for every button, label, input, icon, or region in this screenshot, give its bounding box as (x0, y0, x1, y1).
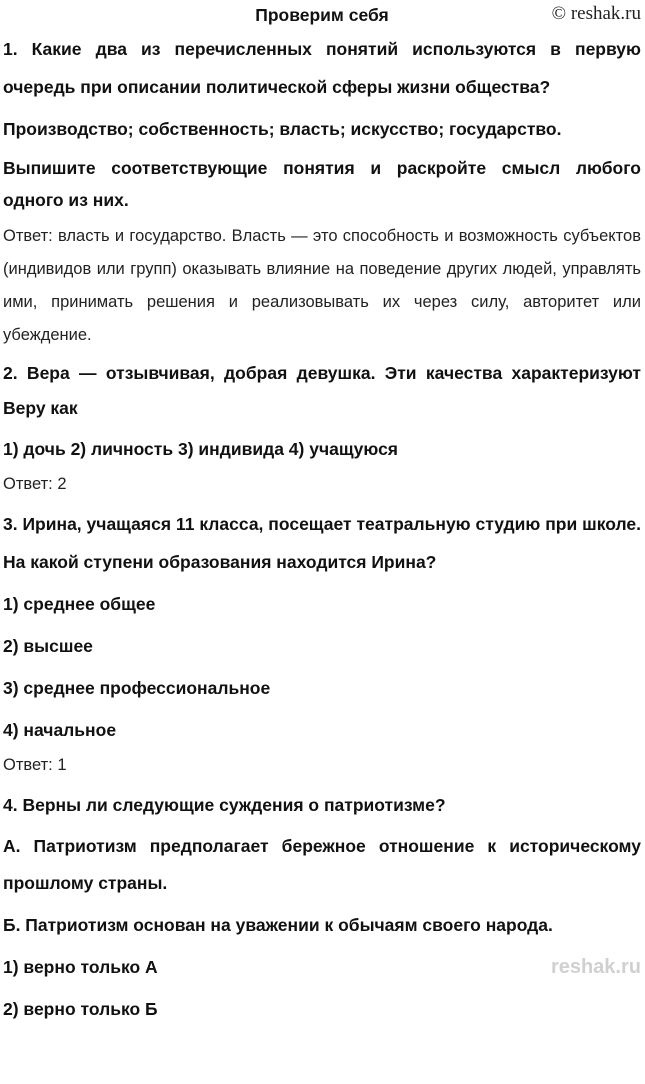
question-1-options: Производство; собственность; власть; искусство; государство. (3, 119, 562, 139)
question-1-answer: Ответ: власть и государство. Власть — это способность и возможность субъектов (индивидов или групп) оказывать влияние на поведение других людей, управлять ими, принимать решения и реализовывать их через силу, авторитет или убеждение. (3, 227, 641, 344)
question-2: 2. Вера — отзывчивая, добрая девушка. Эти качества характеризуют Веру как (3, 363, 641, 418)
header (3, 2, 641, 30)
page-title: Проверим себя (255, 5, 389, 25)
question-3-option-2: 2) высшее (3, 636, 93, 656)
question-1: 1. Какие два из перечисленных понятий используются в первую очередь при описании политической сферы жизни общества? (3, 39, 641, 97)
question-2-options: 1) дочь 2) личность 3) индивида 4) учащуюся (3, 439, 399, 459)
question-3-answer: Ответ: 1 (3, 756, 67, 774)
question-4-option-1: 1) верно только А (3, 957, 158, 977)
question-4-option-2: 2) верно только Б (3, 999, 158, 1019)
question-2-answer: Ответ: 2 (3, 475, 67, 493)
question-4-statement-b: Б. Патриотизм основан на уважении к обычаям своего народа. (3, 915, 553, 935)
question-3-option-1: 1) среднее общее (3, 594, 156, 614)
question-4-option-row (3, 948, 641, 986)
question-4-statement-a: А. Патриотизм предполагает бережное отношение к историческому прошлому страны. (3, 836, 641, 893)
question-3-option-4: 4) начальное (3, 720, 117, 740)
question-3-option-3: 3) среднее профессиональное (3, 678, 271, 698)
watermark: reshak.ru (550, 956, 641, 978)
question-1-task: Выпишите соответствующие понятия и раскройте смысл любого одного из них. (3, 158, 641, 210)
question-3: 3. Ирина, учащаяся 11 класса, посещает театральную студию при школе. На какой ступени образования находится Ирина? (3, 514, 641, 572)
question-4: 4. Верны ли следующие суждения о патриотизме? (3, 795, 446, 815)
copyright: © reshak.ru (551, 3, 641, 24)
